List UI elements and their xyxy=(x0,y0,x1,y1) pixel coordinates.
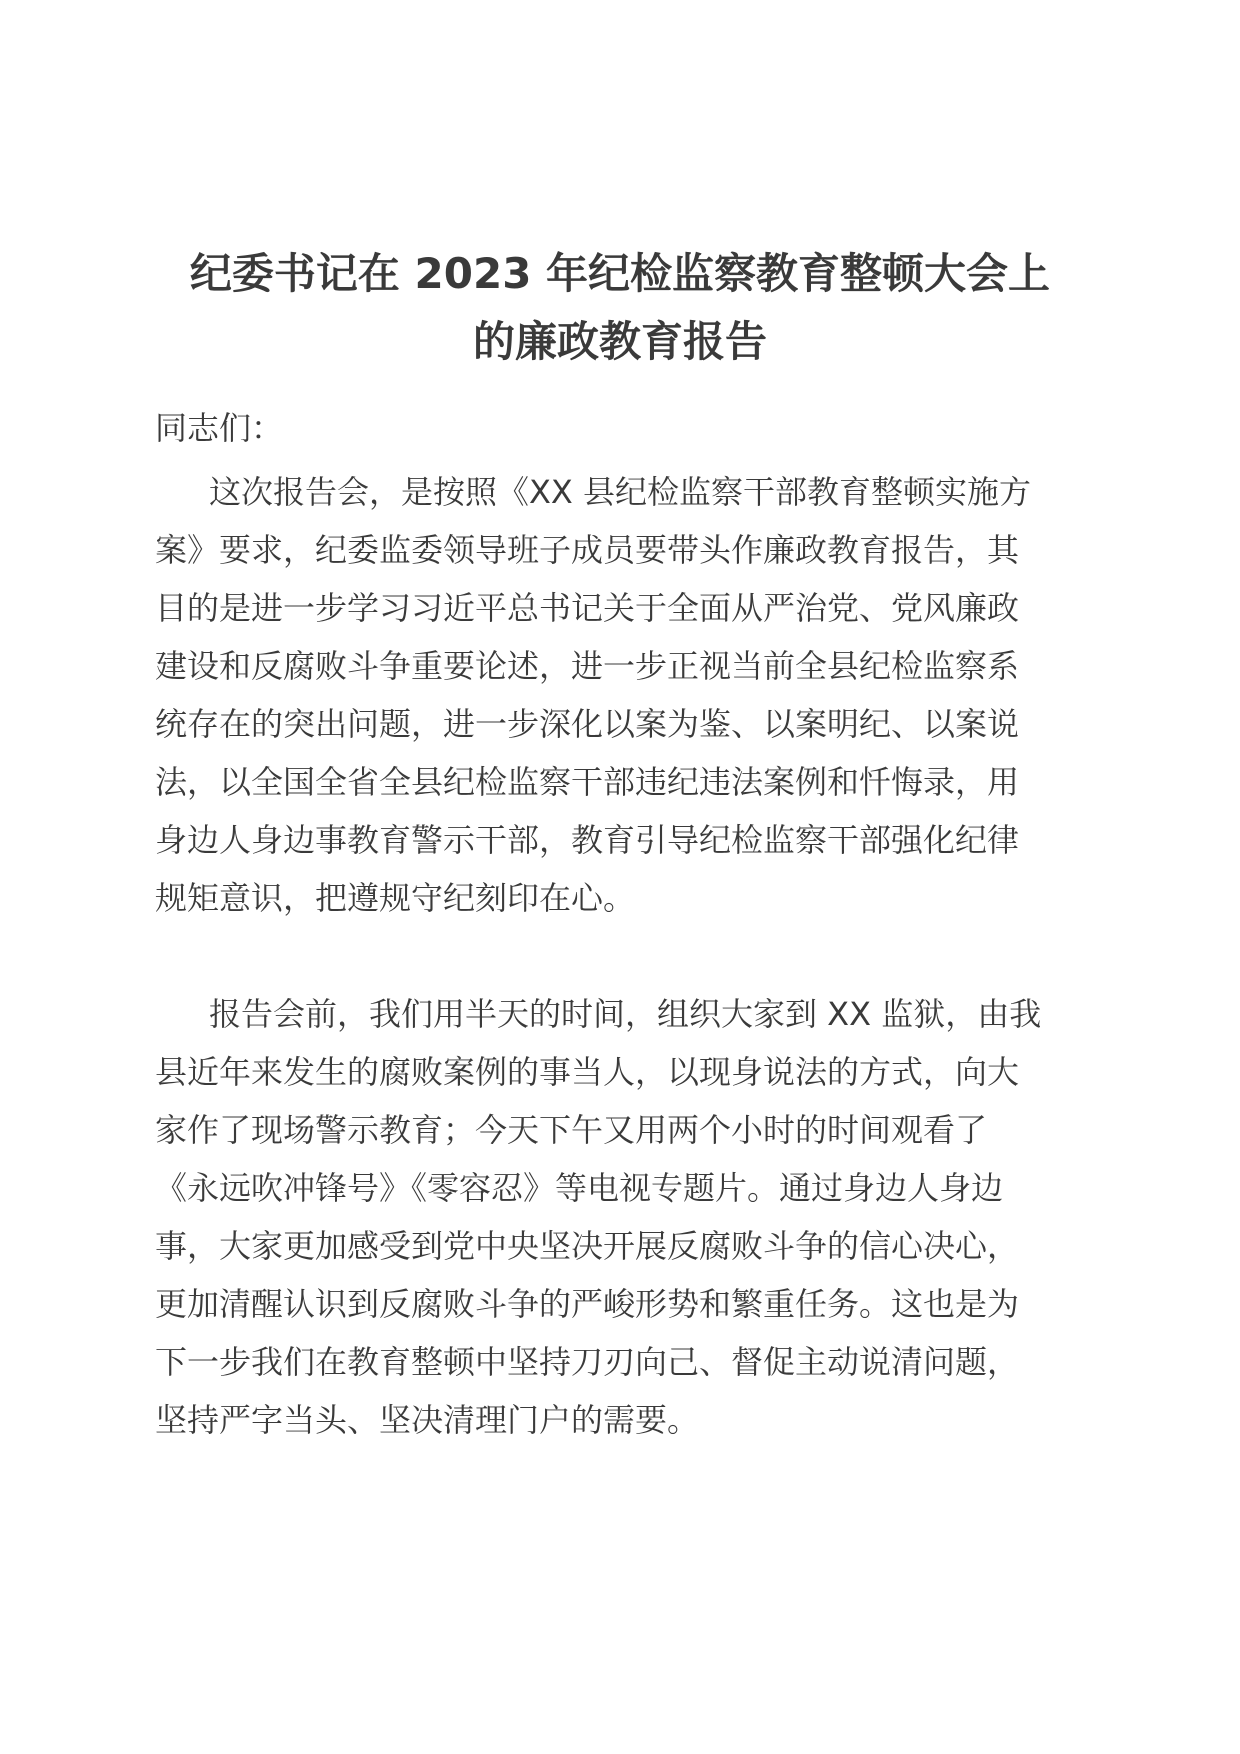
paragraph-1-line-6: 法，以全国全省全县纪检监察干部违纪违法案例和忏悔录，用 xyxy=(155,763,1020,801)
paragraph-1-line-2: 案》要求，纪委监委领导班子成员要带头作廉政教育报告，其 xyxy=(155,531,1020,569)
paragraph-1-line-5: 统存在的突出问题，进一步深化以案为鉴、以案明纪、以案说 xyxy=(155,705,1020,743)
paragraph-1-line-3: 目的是进一步学习习近平总书记关于全面从严治党、党风廉政 xyxy=(155,589,1020,627)
paragraph-2-line-8: 坚持严字当头、坚决清理门户的需要。 xyxy=(155,1401,700,1439)
salutation: 同志们： xyxy=(155,409,284,447)
title-line-2: 的廉政教育报告 xyxy=(472,317,767,366)
paragraph-2-line-3: 家作了现场警示教育；今天下午又用两个小时的时间观看了 xyxy=(155,1111,988,1149)
paragraph-2-line-1: 报告会前，我们用半天的时间，组织大家到 XX 监狱，由我 xyxy=(209,995,1042,1033)
title-line-1: 纪委书记在 2023 年纪检监察教育整顿大会上 xyxy=(189,249,1051,298)
document-title xyxy=(150,240,1090,376)
paragraph-1-line-8: 规矩意识，把遵规守纪刻印在心。 xyxy=(155,879,636,917)
paragraph-2-line-6: 更加清醒认识到反腐败斗争的严峻形势和繁重任务。这也是为 xyxy=(155,1285,1020,1323)
paragraph-1-line-4: 建设和反腐败斗争重要论述，进一步正视当前全县纪检监察系 xyxy=(155,647,1020,685)
paragraph-2-line-7: 下一步我们在教育整顿中坚持刀刃向己、督促主动说清问题， xyxy=(155,1343,1020,1381)
paragraph-2-line-5: 事，大家更加感受到党中央坚决开展反腐败斗争的信心决心， xyxy=(155,1227,1020,1265)
paragraph-2-line-4: 《永远吹冲锋号》《零容忍》等电视专题片。通过身边人身边 xyxy=(155,1169,1004,1207)
paragraph-1-line-7: 身边人身边事教育警示干部，教育引导纪检监察干部强化纪律 xyxy=(155,821,1020,859)
paragraph-2-line-2: 县近年来发生的腐败案例的事当人，以现身说法的方式，向大 xyxy=(155,1053,1020,1091)
paragraph-1-line-1: 这次报告会，是按照《XX 县纪检监察干部教育整顿实施方 xyxy=(209,473,1032,511)
